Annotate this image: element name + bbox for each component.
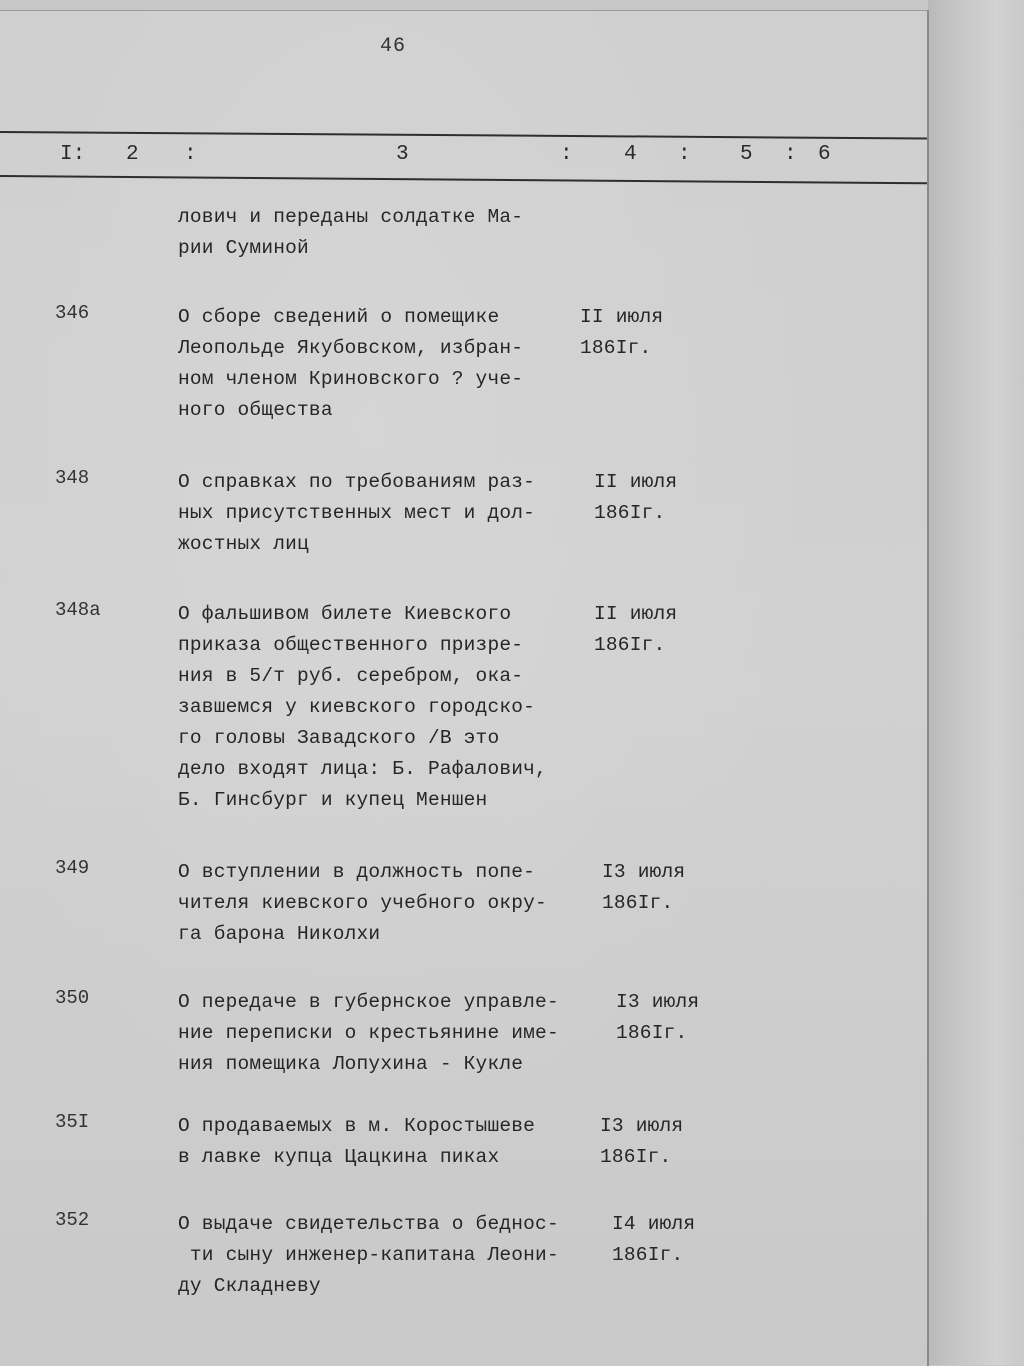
document-page — [0, 10, 929, 1366]
entry-number: 352 — [55, 1209, 90, 1231]
entry-number: 349 — [55, 857, 90, 879]
date-line: I3 июля — [600, 1115, 684, 1137]
header-bottom-rule — [0, 175, 927, 184]
description-line: в лавке купца Цацкина пиках — [178, 1146, 500, 1168]
date-line: I3 июля — [602, 861, 686, 883]
description-line: ти сыну инженер-капитана Леони- — [178, 1244, 559, 1266]
entry-date — [600, 1111, 720, 1173]
date-line: 186Iг. — [600, 1146, 672, 1168]
description-line: чителя киевского учебного окру- — [178, 892, 547, 914]
entry-description — [178, 302, 598, 426]
entry-description — [178, 987, 598, 1080]
description-line: ние переписки о крестьянине име- — [178, 1022, 559, 1044]
description-line: О фальшивом билете Киевского — [178, 603, 512, 625]
entry-description — [178, 202, 598, 264]
entry-date — [602, 857, 722, 919]
description-line: ных присутственных мест и дол- — [178, 502, 536, 524]
column-header-3: 3 — [396, 143, 409, 166]
description-line: ду Складневу — [178, 1275, 321, 1297]
entry-number: 348 — [55, 467, 90, 489]
entry-description — [178, 857, 598, 950]
entry-description — [178, 1111, 598, 1173]
entry-date — [616, 987, 736, 1049]
description-line: ния помещика Лопухина - Кукле — [178, 1053, 524, 1075]
column-header-4: 4 — [624, 143, 637, 166]
page-number: 46 — [380, 35, 407, 58]
date-line: 186Iг. — [580, 337, 652, 359]
entry-description — [178, 467, 598, 560]
entry-description — [178, 1209, 598, 1302]
entry-date — [594, 599, 714, 661]
description-line: Леопольде Якубовском, избран- — [178, 337, 524, 359]
description-line: дело входят лица: Б. Рафалович, — [178, 758, 547, 780]
date-line: 186Iг. — [612, 1244, 684, 1266]
description-line: О передаче в губернское управле- — [178, 991, 559, 1013]
column-separator: : — [784, 143, 797, 166]
entry-date — [580, 302, 700, 364]
description-line: О справках по требованиям раз- — [178, 471, 536, 493]
description-line: О сборе сведений о помещике — [178, 306, 500, 328]
entry-number: 346 — [55, 302, 90, 324]
date-line: 186Iг. — [602, 892, 674, 914]
description-line: Б. Гинсбург и купец Меншен — [178, 789, 488, 811]
column-header-1: I: — [60, 143, 86, 166]
date-line: 186Iг. — [594, 634, 666, 656]
column-header-2: 2 — [126, 143, 139, 166]
description-line: ного общества — [178, 399, 333, 421]
description-line: ном членом Криновского ? уче- — [178, 368, 524, 390]
description-line: рии Суминой — [178, 237, 309, 259]
date-line: 186Iг. — [616, 1022, 688, 1044]
description-line: ния в 5/т руб. серебром, ока- — [178, 665, 524, 687]
date-line: I3 июля — [616, 991, 700, 1013]
column-header-row — [0, 137, 927, 173]
entry-number: 35I — [55, 1111, 90, 1133]
description-line: О продаваемых в м. Коростышеве — [178, 1115, 536, 1137]
description-line: завшемся у киевского городско- — [178, 696, 536, 718]
entry-description — [178, 599, 598, 816]
description-line: лович и переданы солдатке Ма- — [178, 206, 524, 228]
column-header-5: 5 — [740, 143, 753, 166]
column-separator: : — [184, 143, 197, 166]
date-line: 186Iг. — [594, 502, 666, 524]
date-line: II июля — [594, 471, 678, 493]
entry-number: 350 — [55, 987, 90, 1009]
entry-date — [612, 1209, 732, 1271]
column-separator: : — [678, 143, 691, 166]
description-line: га барона Николхи — [178, 923, 381, 945]
description-line: го головы Завадского /В это — [178, 727, 500, 749]
description-line: приказа общественного призре- — [178, 634, 524, 656]
entry-date — [594, 467, 714, 529]
date-line: I4 июля — [612, 1213, 696, 1235]
description-line: О вступлении в должность попе- — [178, 861, 536, 883]
column-header-6: 6 — [818, 143, 831, 166]
date-line: II июля — [594, 603, 678, 625]
underlying-sheet — [928, 0, 1024, 1365]
description-line: жостных лиц — [178, 533, 309, 555]
entry-number: 348а — [55, 599, 101, 621]
column-separator: : — [560, 143, 573, 166]
date-line: II июля — [580, 306, 664, 328]
description-line: О выдаче свидетельства о беднос- — [178, 1213, 559, 1235]
